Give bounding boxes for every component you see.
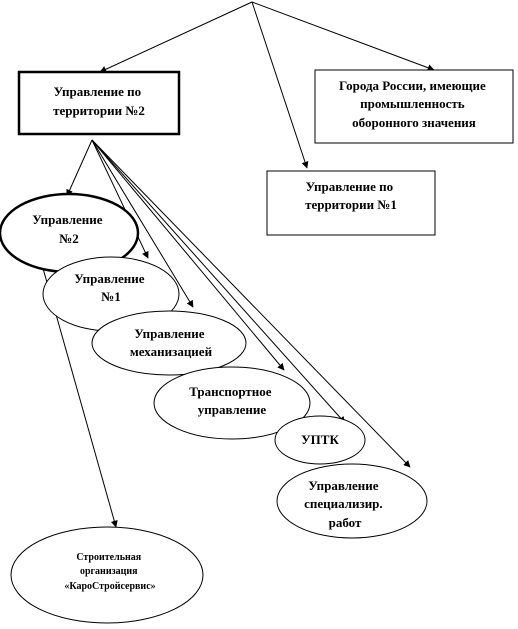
territory1-line-1: Управление по bbox=[305, 179, 394, 194]
special-line-2: специализир. bbox=[304, 496, 383, 511]
node-territory2 bbox=[19, 72, 179, 134]
cities-line-2: промышленность bbox=[360, 96, 465, 111]
edge-top-to-territory2 bbox=[100, 2, 252, 72]
node-special bbox=[277, 464, 427, 538]
upr1-line-1: Управление bbox=[74, 271, 145, 286]
svg-text:УПТК bbox=[301, 432, 339, 447]
edge-to-upr2 bbox=[67, 140, 92, 196]
svg-text:Города России, имеющие п bbox=[339, 78, 489, 130]
uptk-line-1: УПТК bbox=[301, 432, 339, 447]
upr2-line-2: №2 bbox=[59, 231, 79, 246]
node-uptk bbox=[275, 416, 365, 464]
special-line-1: Управление bbox=[308, 478, 379, 493]
cities-line-1: Города России, имеющие bbox=[339, 78, 486, 93]
karo-line-3: «КароСтройсервис» bbox=[64, 581, 156, 592]
cities-line-3: оборонного значения bbox=[352, 115, 476, 130]
transport-line-2: управление bbox=[197, 402, 267, 417]
territory2-line-2: территории №2 bbox=[53, 103, 145, 118]
mech-line-2: механизацией bbox=[129, 344, 213, 359]
edge-top-to-cities bbox=[252, 2, 434, 70]
territory1-line-2: территории №1 bbox=[305, 197, 397, 212]
karo-line-2: организация bbox=[79, 566, 138, 577]
transport-line-1: Транспортное bbox=[189, 384, 272, 399]
upr2-line-1: Управление bbox=[32, 212, 103, 227]
node-mech bbox=[92, 311, 246, 375]
edge-top-to-territory1 bbox=[252, 2, 307, 168]
karo-line-1: Строительная bbox=[76, 552, 142, 563]
mech-line-1: Управление bbox=[134, 326, 205, 341]
node-cities bbox=[315, 70, 513, 143]
node-territory1 bbox=[267, 171, 435, 235]
territory2-line-1: Управление по bbox=[53, 84, 142, 99]
special-line-3: работ bbox=[328, 515, 362, 530]
node-karo bbox=[11, 527, 203, 623]
upr1-line-2: №1 bbox=[101, 289, 121, 304]
